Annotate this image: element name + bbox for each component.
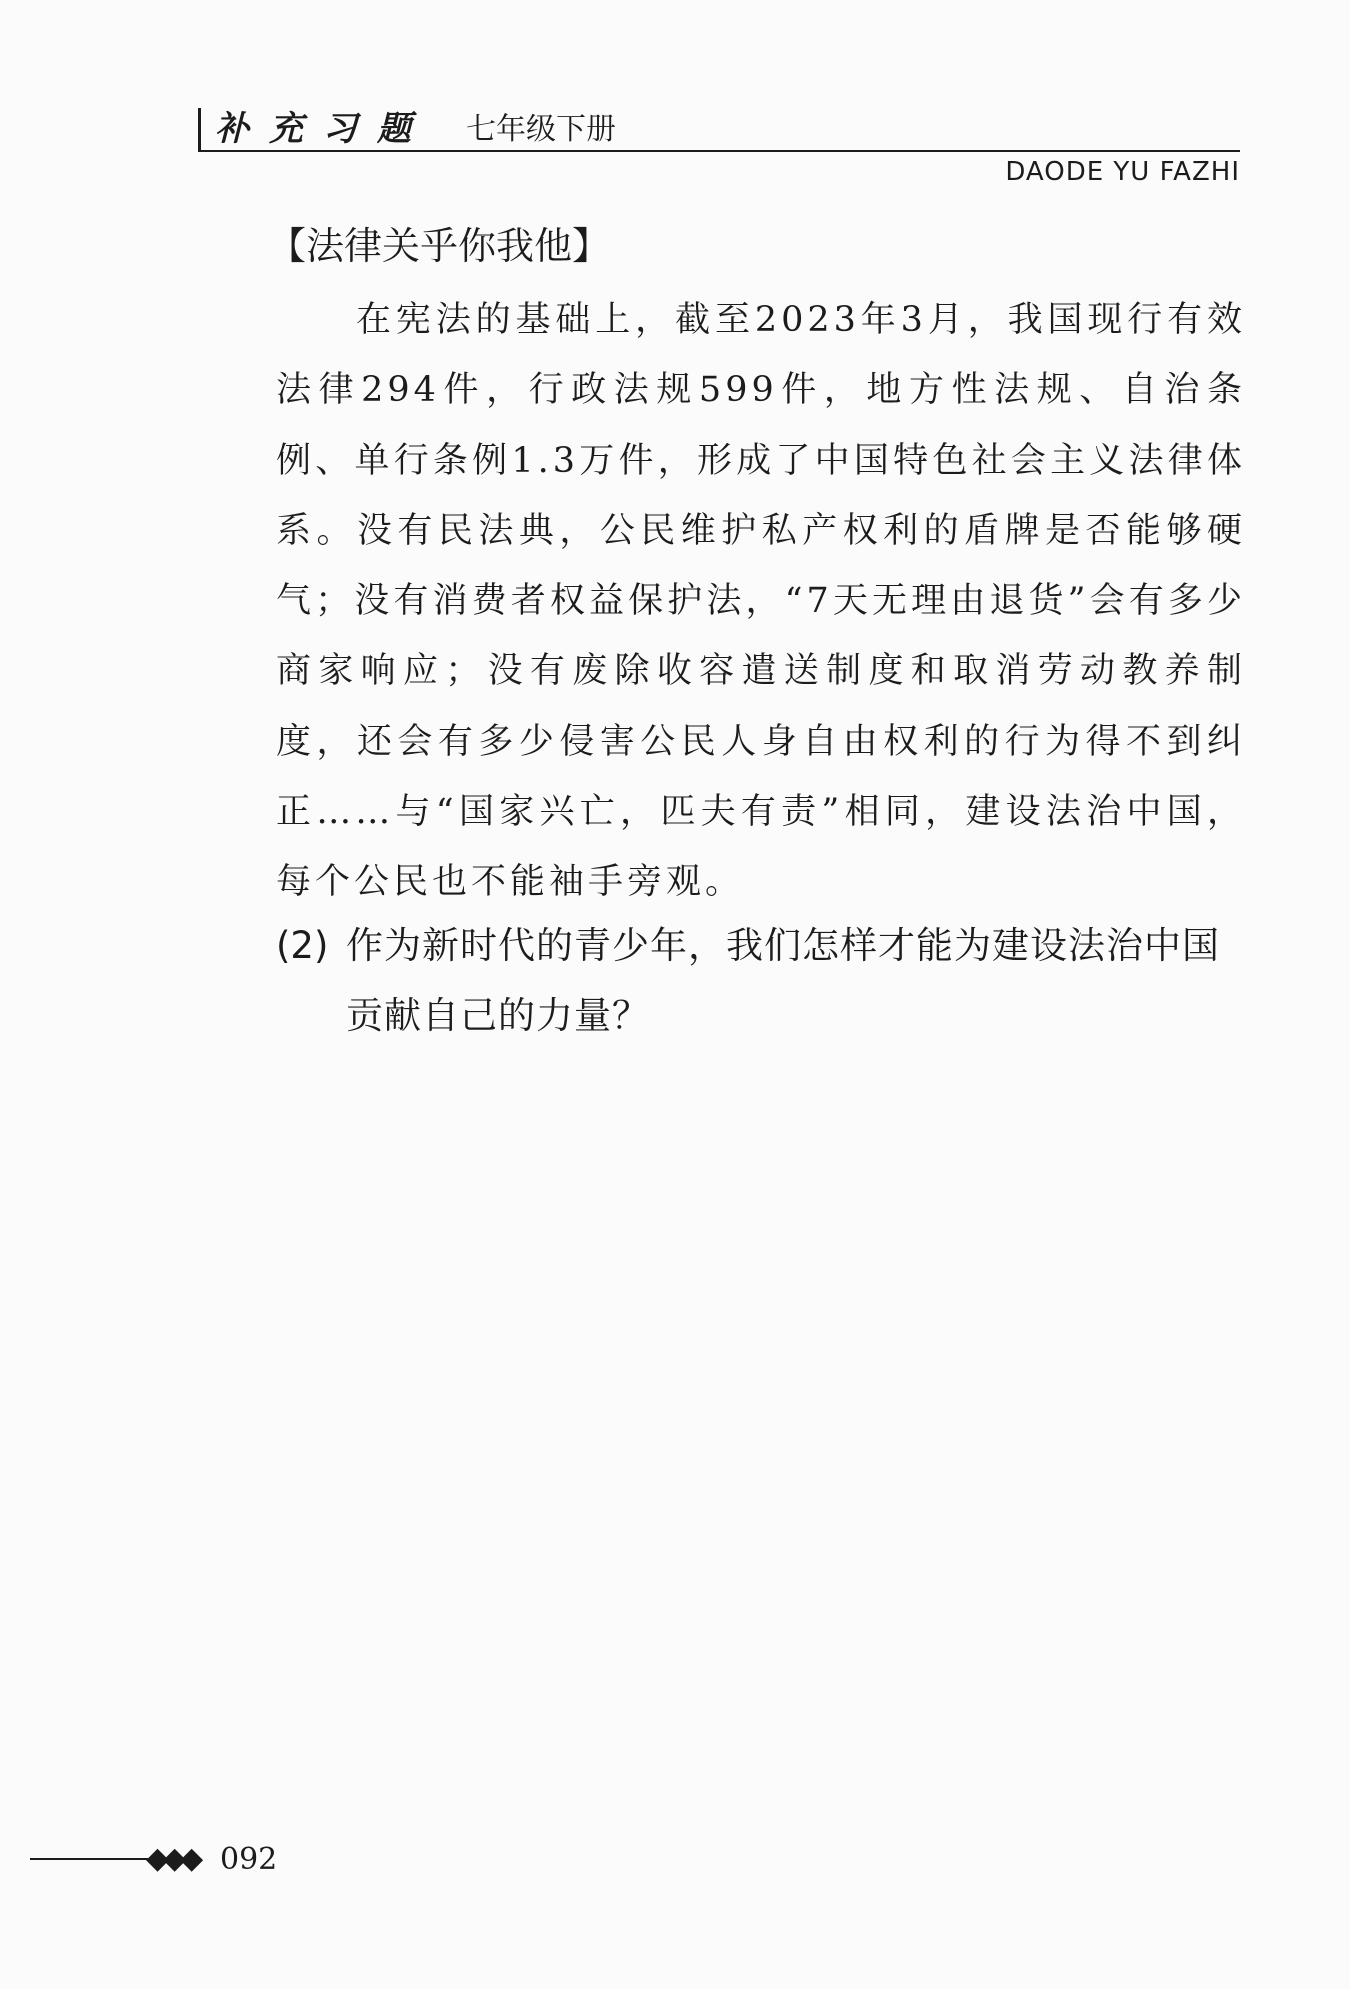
header-divider <box>198 150 1240 152</box>
subject-pinyin: DAODE YU FAZHI <box>1005 157 1240 187</box>
question-item <box>276 911 1256 1051</box>
question-number: (2) <box>276 924 329 967</box>
question-text: 作为新时代的青少年，我们怎样才能为建设法治中国贡献自己的力量？ <box>346 924 1220 1037</box>
page-number: 092 <box>220 1842 278 1877</box>
grade-label: 七年级下册 <box>466 112 616 147</box>
section-title: 【法律关乎你我他】 <box>268 224 611 268</box>
body-paragraph: 在宪法的基础上，截至2023年3月，我国现行有效法律294件，行政法规599件，地方性法规、自治条例、单行条例1.3万件，形成了中国特色社会主义法律体系。没有民法典，公民维护私产权利的盾牌是否能够硬气；没有消费者权益保护法，“7天无理由退货”会有多少商家响应；没有废除收容遣送制度和取消劳动教养制度，还会有多少侵害公民人身自由权利的行为得不到纠正……与“国家兴亡，匹夫有责”相同，建设法治中国，每个公民也不能袖手旁观。 <box>276 300 1246 903</box>
diamond-ornament-icon: ◆◆◆ <box>146 1841 198 1876</box>
footer-rule <box>30 1858 148 1860</box>
running-header <box>198 108 1243 150</box>
book-title: 补充习题 <box>215 109 431 149</box>
